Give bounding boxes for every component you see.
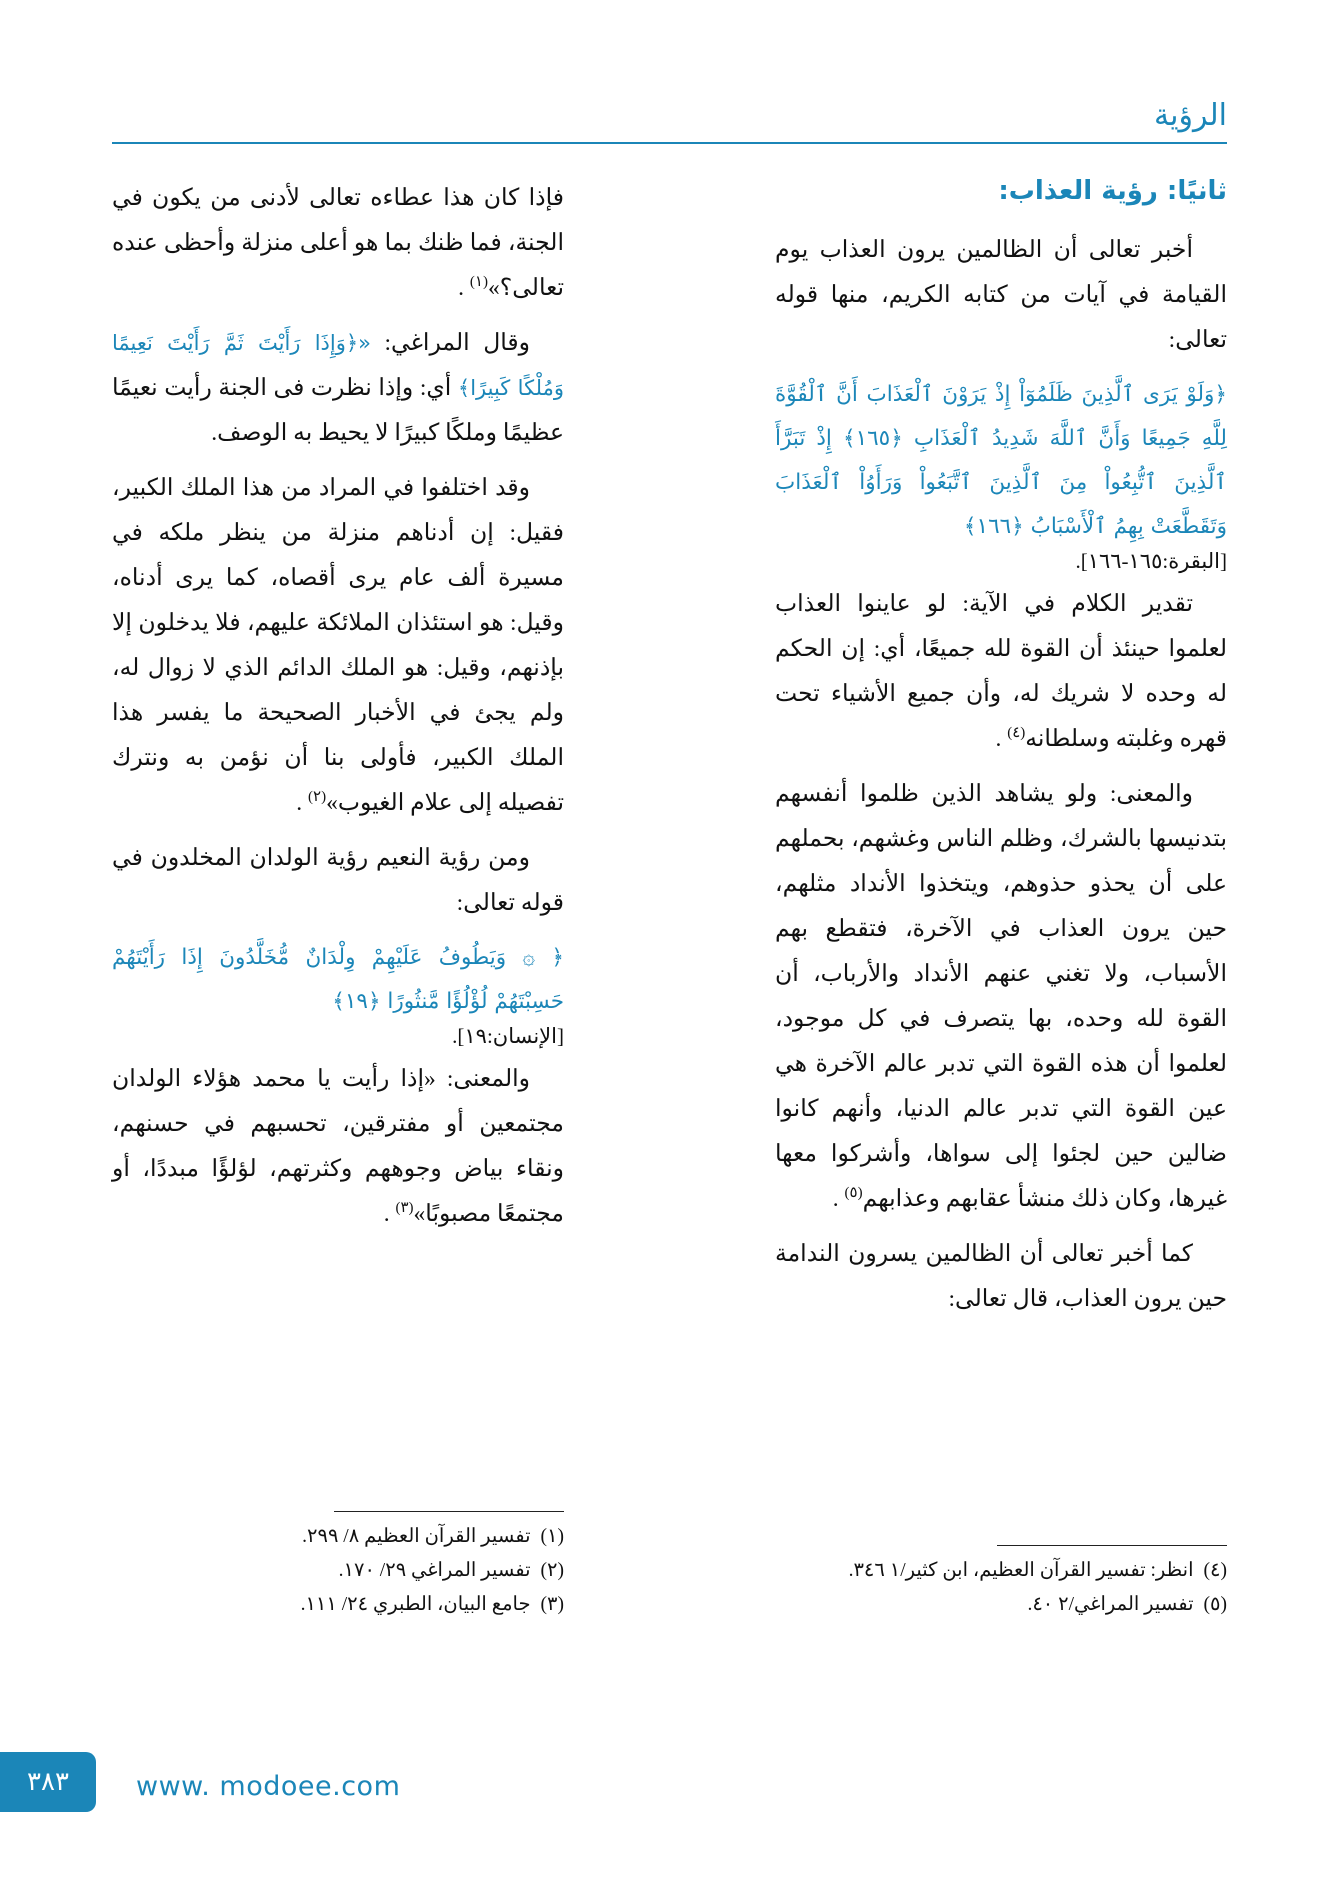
footnote-number: (١) [540, 1526, 564, 1547]
paragraph-text: وقال المراغي: [384, 330, 531, 356]
paragraph [775, 228, 1227, 363]
website-link[interactable]: www. modoee.com [136, 1771, 401, 1802]
footnote-item [112, 1588, 564, 1622]
paragraph-text: تقدير الكلام في الآية: لو عاينوا العذاب لعلموا حينئذ أن القوة لله جميعًا، أي: إن الحكم له وحده لا شريك له، وأن جميع الأشياء تحت قهره وغلبته وسلطانه [775, 591, 1227, 752]
footnote-item [112, 1520, 564, 1554]
paragraph: تقدير الكلام في الآية: لو عاينوا العذاب لعلموا حينئذ أن القوة لله جميعًا، أي: إن الحكم له وحده لا شريك له، وأن جميع الأشياء تحت قهره وغلبته وسلطانه$^{(٤)}$ . [775, 591, 1227, 752]
paragraph-text: وقد اختلفوا في المراد من هذا الملك الكبير، فقيل: إن أدناهم منزلة من ينظر ملكه في مسيرة ألف عام يرى أقصاه، كما يرى أدناه، وقيل: هو استئذان الملائكة عليهم، فلا يدخلون إلا بإذنهم، وقيل: هو الملك الدائم الذي لا زوال له، ولم يجئ في الأخبار الصحيحة ما يفسر هذا الملك الكبير، فأولى بنا أن نؤمن به ونترك تفصيله إلى علام الغيوب» [112, 475, 564, 816]
right-column [775, 176, 1227, 1332]
header-divider [112, 142, 1227, 144]
section-title: ثانيًا: رؤية العذاب: [998, 176, 1227, 206]
quran-verse: «﴿وَإِذَا رَأَيْتَ ثَمَّ رَأَيْتَ نَعِيمًا وَمُلْكًا كَبِيرًا﴾ [112, 331, 565, 400]
footnote-divider [334, 1511, 564, 1513]
verse-reference: [البقرة:١٦٥-١٦٦]. [1075, 549, 1227, 573]
paragraph-text: ومن رؤية النعيم رؤية الولدان المخلدون في قوله تعالى: [112, 845, 564, 916]
page-number: ٣٨٣ [0, 1752, 96, 1812]
footnote-text: تفسير المراغي ٢٩/ ١٧٠. [338, 1560, 531, 1581]
footnote-text: تفسير المراغي/٢ ٤٠. [1027, 1594, 1194, 1615]
footnote-marker: (٥) [844, 1185, 863, 1202]
footnote-item [775, 1588, 1227, 1622]
paragraph: والمعنى: ولو يشاهد الذين ظلموا أنفسهم بتدنيسها بالشرك، وظلم الناس وغشهم، بحملهم على أن يحذو حذوهم، ويتخذوا الأنداد مثلهم، حين يرون العذاب في الآخرة، فتقطع بهم الأسباب، ولا تغني عنهم الأنداد والأرباب، أن القوة لله وحده، بها يتصرف في كل موجود، لعلموا أن هذه القوة التي تدبر عالم الآخرة هي عين القوة التي تدبر عالم الدنيا، وأنهم كانوا ضالين حين لجئوا إلى سواها، وأشركوا معها غيرها، وكان ذلك منشأ عقابهم وعذابهم$^{(٥)}$ . [775, 781, 1227, 1212]
paragraph: فإذا كان هذا عطاءه تعالى لأدنى من يكون في الجنة، فما ظنك بما هو أعلى منزلة وأحظى عنده تعالى؟»$^{(١)}$ . [112, 185, 564, 301]
verse-reference: [الإنسان:١٩]. [452, 1024, 564, 1048]
paragraph-text: والمعنى: «إذا رأيت يا محمد هؤلاء الولدان مجتمعين أو مفترقين، تحسبهم في حسنهم، ونقاء بياض وجوههم وكثرتهم، لؤلؤًا مبددًا، أو مجتمعًا مصبوبًا» [112, 1066, 564, 1227]
page-header [112, 98, 1227, 144]
footnote-item [112, 1554, 564, 1588]
footnote-text: تفسير القرآن العظيم ٨/ ٢٩٩. [302, 1526, 531, 1547]
footnotes-left [112, 1511, 564, 1623]
paragraph [112, 836, 564, 926]
paragraph-text: والمعنى: ولو يشاهد الذين ظلموا أنفسهم بتدنيسها بالشرك، وظلم الناس وغشهم، بحملهم على أن يحذو حذوهم، ويتخذوا الأنداد مثلهم، حين يرون العذاب في الآخرة، فتقطع بهم الأسباب، ولا تغني عنهم الأنداد والأرباب، أن القوة لله وحده، بها يتصرف في كل موجود، لعلموا أن هذه القوة التي تدبر عالم الآخرة هي عين القوة التي تدبر عالم الدنيا، وأنهم كانوا ضالين حين لجئوا إلى سواها، وأشركوا معها غيرها، وكان ذلك منشأ عقابهم وعذابهم [775, 781, 1227, 1212]
page-footer [0, 1752, 1339, 1812]
footnote-text: انظر: تفسير القرآن العظيم، ابن كثير/١ ٣٤٦. [848, 1560, 1194, 1581]
quran-verse: ﴿وَلَوْ يَرَى ٱلَّذِينَ ظَلَمُوٓاْ إِذْ يَرَوْنَ ٱلْعَذَابَ أَنَّ ٱلْقُوَّةَ لِلَّهِ جَمِيعًا وَأَنَّ ٱللَّهَ شَدِيدُ ٱلْعَذَابِ ﴿١٦٥﴾ إِذْ تَبَرَّأَ ٱلَّذِينَ ٱتُّبِعُواْ مِنَ ٱلَّذِينَ ٱتَّبَعُواْ وَرَأَوُاْ ٱلْعَذَابَ وَتَقَطَّعَتْ بِهِمُ ٱلْأَسْبَابُ ﴿١٦٦﴾ [775, 382, 1227, 539]
paragraph-text: أي: وإذا نظرت فى الجنة رأيت نعيمًا عظيمًا وملكًا كبيرًا لا يحيط به الوصف. [112, 375, 564, 446]
footnote-number: (٢) [540, 1560, 564, 1581]
paragraph [775, 1232, 1227, 1322]
footnote-marker: (١) [469, 274, 488, 291]
paragraph-text: فإذا كان هذا عطاءه تعالى لأدنى من يكون في الجنة، فما ظنك بما هو أعلى منزلة وأحظى عنده تعالى؟» [112, 185, 564, 301]
header-title: الرؤية [1154, 98, 1227, 133]
paragraph: والمعنى: «إذا رأيت يا محمد هؤلاء الولدان مجتمعين أو مفترقين، تحسبهم في حسنهم، ونقاء بياض وجوههم وكثرتهم، لؤلؤًا مبددًا، أو مجتمعًا مصبوبًا»$^{(٣)}$ . [112, 1066, 564, 1227]
paragraph: وقد اختلفوا في المراد من هذا الملك الكبير، فقيل: إن أدناهم منزلة من ينظر ملكه في مسيرة ألف عام يرى أقصاه، كما يرى أدناه، وقيل: هو استئذان الملائكة عليهم، فلا يدخلون إلا بإذنهم، وقيل: هو الملك الدائم الذي لا زوال له، ولم يجئ في الأخبار الصحيحة ما يفسر هذا الملك الكبير، فأولى بنا أن نؤمن به ونترك تفصيله إلى علام الغيوب»$^{(٢)}$ . [112, 475, 564, 816]
paragraph-text: أخبر تعالى أن الظالمين يرون العذاب يوم القيامة في آيات من كتابه الكريم، منها قوله تعالى: [775, 237, 1227, 353]
footnote-number: (٤) [1203, 1560, 1227, 1581]
paragraph [112, 321, 564, 456]
footnote-number: (٥) [1203, 1594, 1227, 1615]
left-column [112, 176, 564, 1247]
paragraph-text: كما أخبر تعالى أن الظالمين يسرون الندامة حين يرون العذاب، قال تعالى: [775, 1241, 1227, 1312]
footnote-marker: (٤) [1007, 725, 1026, 742]
footnote-text: جامع البيان، الطبري ٢٤/ ١١١. [300, 1594, 531, 1615]
footnote-item [775, 1554, 1227, 1588]
footnote-marker: (٢) [308, 789, 327, 806]
footnote-divider [997, 1545, 1227, 1547]
footnotes-right [775, 1545, 1227, 1623]
footnote-number: (٣) [540, 1594, 564, 1615]
footnote-marker: (٣) [395, 1200, 414, 1217]
quran-verse: ﴿ ۞ وَيَطُوفُ عَلَيْهِمْ وِلْدَانٌ مُّخَلَّدُونَ إِذَا رَأَيْتَهُمْ حَسِبْتَهُمْ لُؤْلُؤًا مَّنثُورًا ﴿١٩﴾ [112, 945, 564, 1014]
